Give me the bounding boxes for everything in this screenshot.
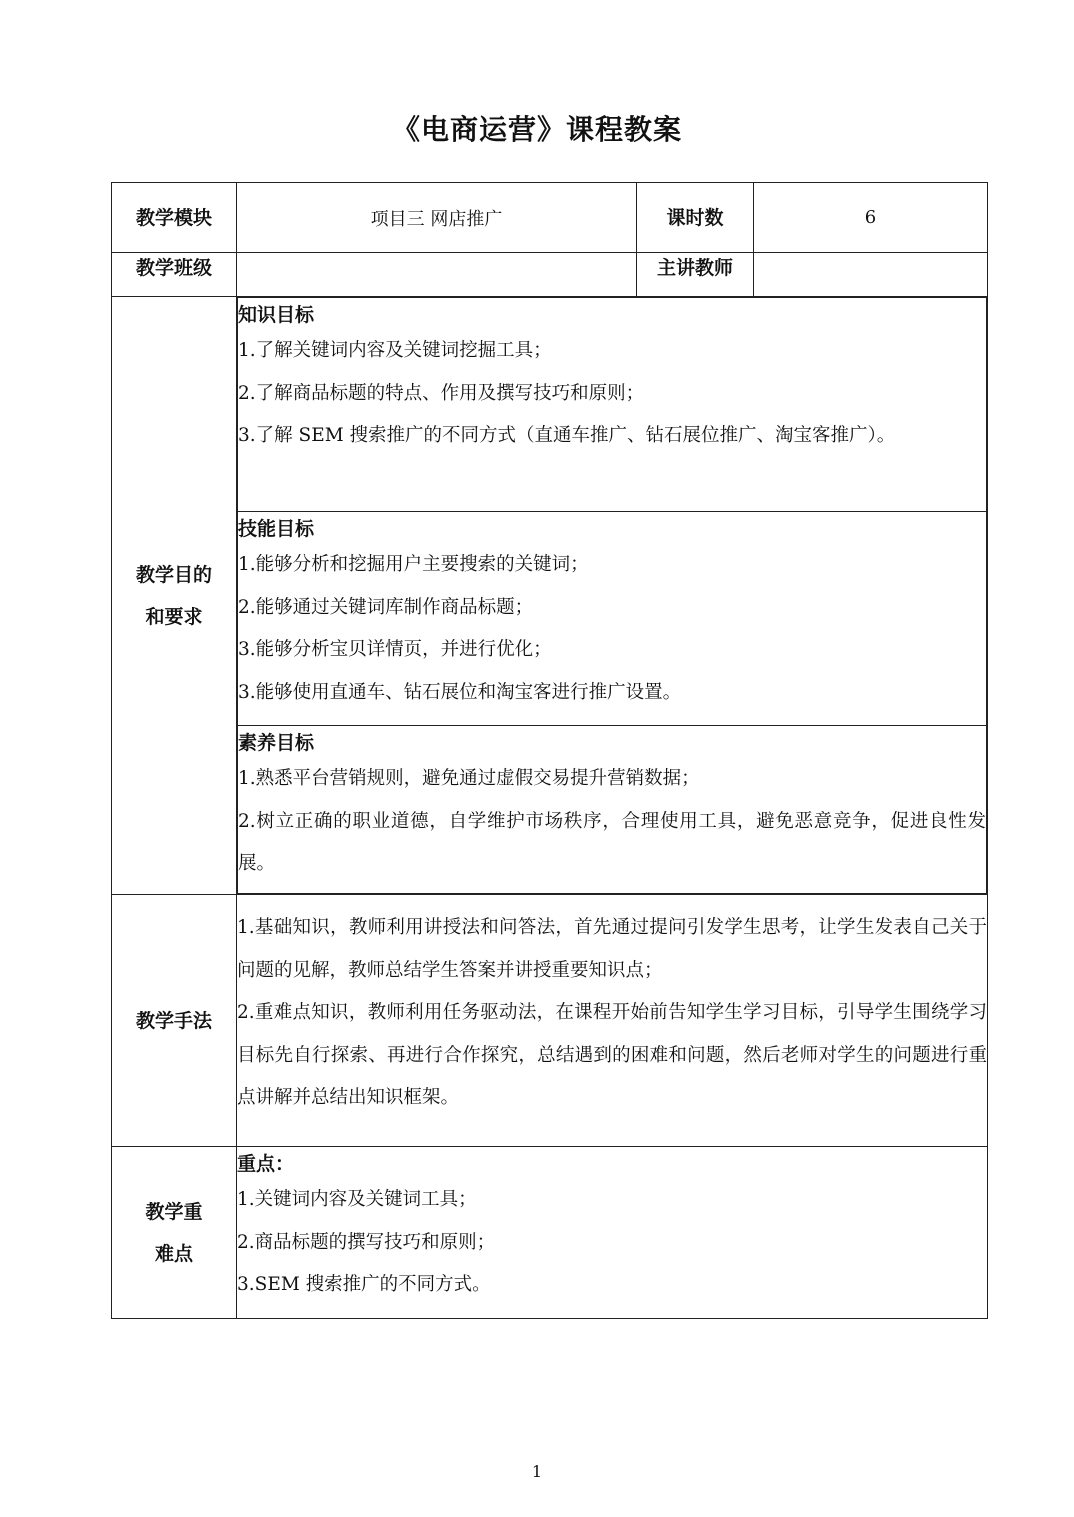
module-value: 项目三 网店推广 xyxy=(237,183,637,253)
keypoints-label-line1: 教学重 xyxy=(145,1200,203,1223)
knowledge-item: 1.了解关键词内容及关键词挖掘工具； xyxy=(238,340,552,361)
skill-item: 2.能够通过关键词库制作商品标题； xyxy=(238,596,534,618)
hours-label: 课时数 xyxy=(637,183,754,253)
module-row xyxy=(112,183,988,253)
objectives-label-line1: 教学目的 xyxy=(135,563,212,586)
lesson-plan-table xyxy=(111,182,988,1319)
keypoints-item: 2.商品标题的撰写技巧和原则； xyxy=(237,1231,496,1253)
class-row xyxy=(112,253,988,297)
page-number: 1 xyxy=(531,1462,543,1481)
methods-label: 教学手法 xyxy=(112,895,237,1147)
skill-item: 3.能够分析宝贝详情页，并进行优化； xyxy=(238,639,552,660)
methods-item: 1.基础知识，教师利用讲授法和问答法，首先通过提问引发学生思考，让学生发表自己关于问题的见解，教师总结学生答案并讲授重要知识点； xyxy=(237,917,987,981)
objectives-label-line2: 和要求 xyxy=(145,605,203,628)
methods-content xyxy=(237,895,988,1147)
teacher-value xyxy=(754,253,988,297)
keypoints-label-line2: 难点 xyxy=(154,1242,193,1265)
literacy-heading: 素养目标 xyxy=(238,732,315,754)
objectives-row xyxy=(112,297,988,895)
module-label: 教学模块 xyxy=(112,183,237,253)
objectives-content xyxy=(237,297,988,895)
document-title: 《电商运营》课程教案 xyxy=(391,113,682,146)
literacy-item: 2.树立正确的职业道德，自学维护市场秩序，合理使用工具，避免恶意竞争，促进良性发展。 xyxy=(238,810,986,874)
knowledge-item: 2.了解商品标题的特点、作用及撰写技巧和原则； xyxy=(238,382,645,404)
knowledge-heading: 知识目标 xyxy=(238,304,315,326)
knowledge-item: 3.了解 SEM 搜索推广的不同方式（直通车推广、钻石展位推广、淘宝客推广）。 xyxy=(238,425,896,446)
literacy-item: 1.熟悉平台营销规则，避免通过虚假交易提升营销数据； xyxy=(238,768,700,789)
objectives-label xyxy=(112,297,237,895)
skill-heading: 技能目标 xyxy=(238,518,315,540)
skill-item: 3.能够使用直通车、钻石展位和淘宝客进行推广设置。 xyxy=(238,681,682,703)
keypoints-heading: 重点： xyxy=(237,1153,295,1175)
hours-value: 6 xyxy=(754,183,988,253)
keypoints-content xyxy=(237,1147,988,1319)
literacy-section xyxy=(238,726,987,894)
keypoints-row xyxy=(112,1147,988,1319)
class-value xyxy=(237,253,637,297)
class-label: 教学班级 xyxy=(112,253,237,297)
skill-section xyxy=(238,512,987,726)
knowledge-section xyxy=(238,298,987,512)
objectives-sections xyxy=(237,297,987,894)
keypoints-item: 1.关键词内容及关键词工具； xyxy=(237,1189,477,1210)
keypoints-label xyxy=(112,1147,237,1319)
keypoints-item: 3.SEM 搜索推广的不同方式。 xyxy=(237,1274,491,1295)
teacher-label: 主讲教师 xyxy=(637,253,754,297)
methods-row xyxy=(112,895,988,1147)
skill-item: 1.能够分析和挖掘用户主要搜索的关键词； xyxy=(238,554,589,575)
methods-item: 2.重难点知识，教师利用任务驱动法，在课程开始前告知学生学习目标，引导学生围绕学习目标先自行探索、再进行合作探究，总结遇到的困难和问题，然后老师对学生的问题进行重点讲解并总结出知识框架。 xyxy=(237,1002,987,1108)
